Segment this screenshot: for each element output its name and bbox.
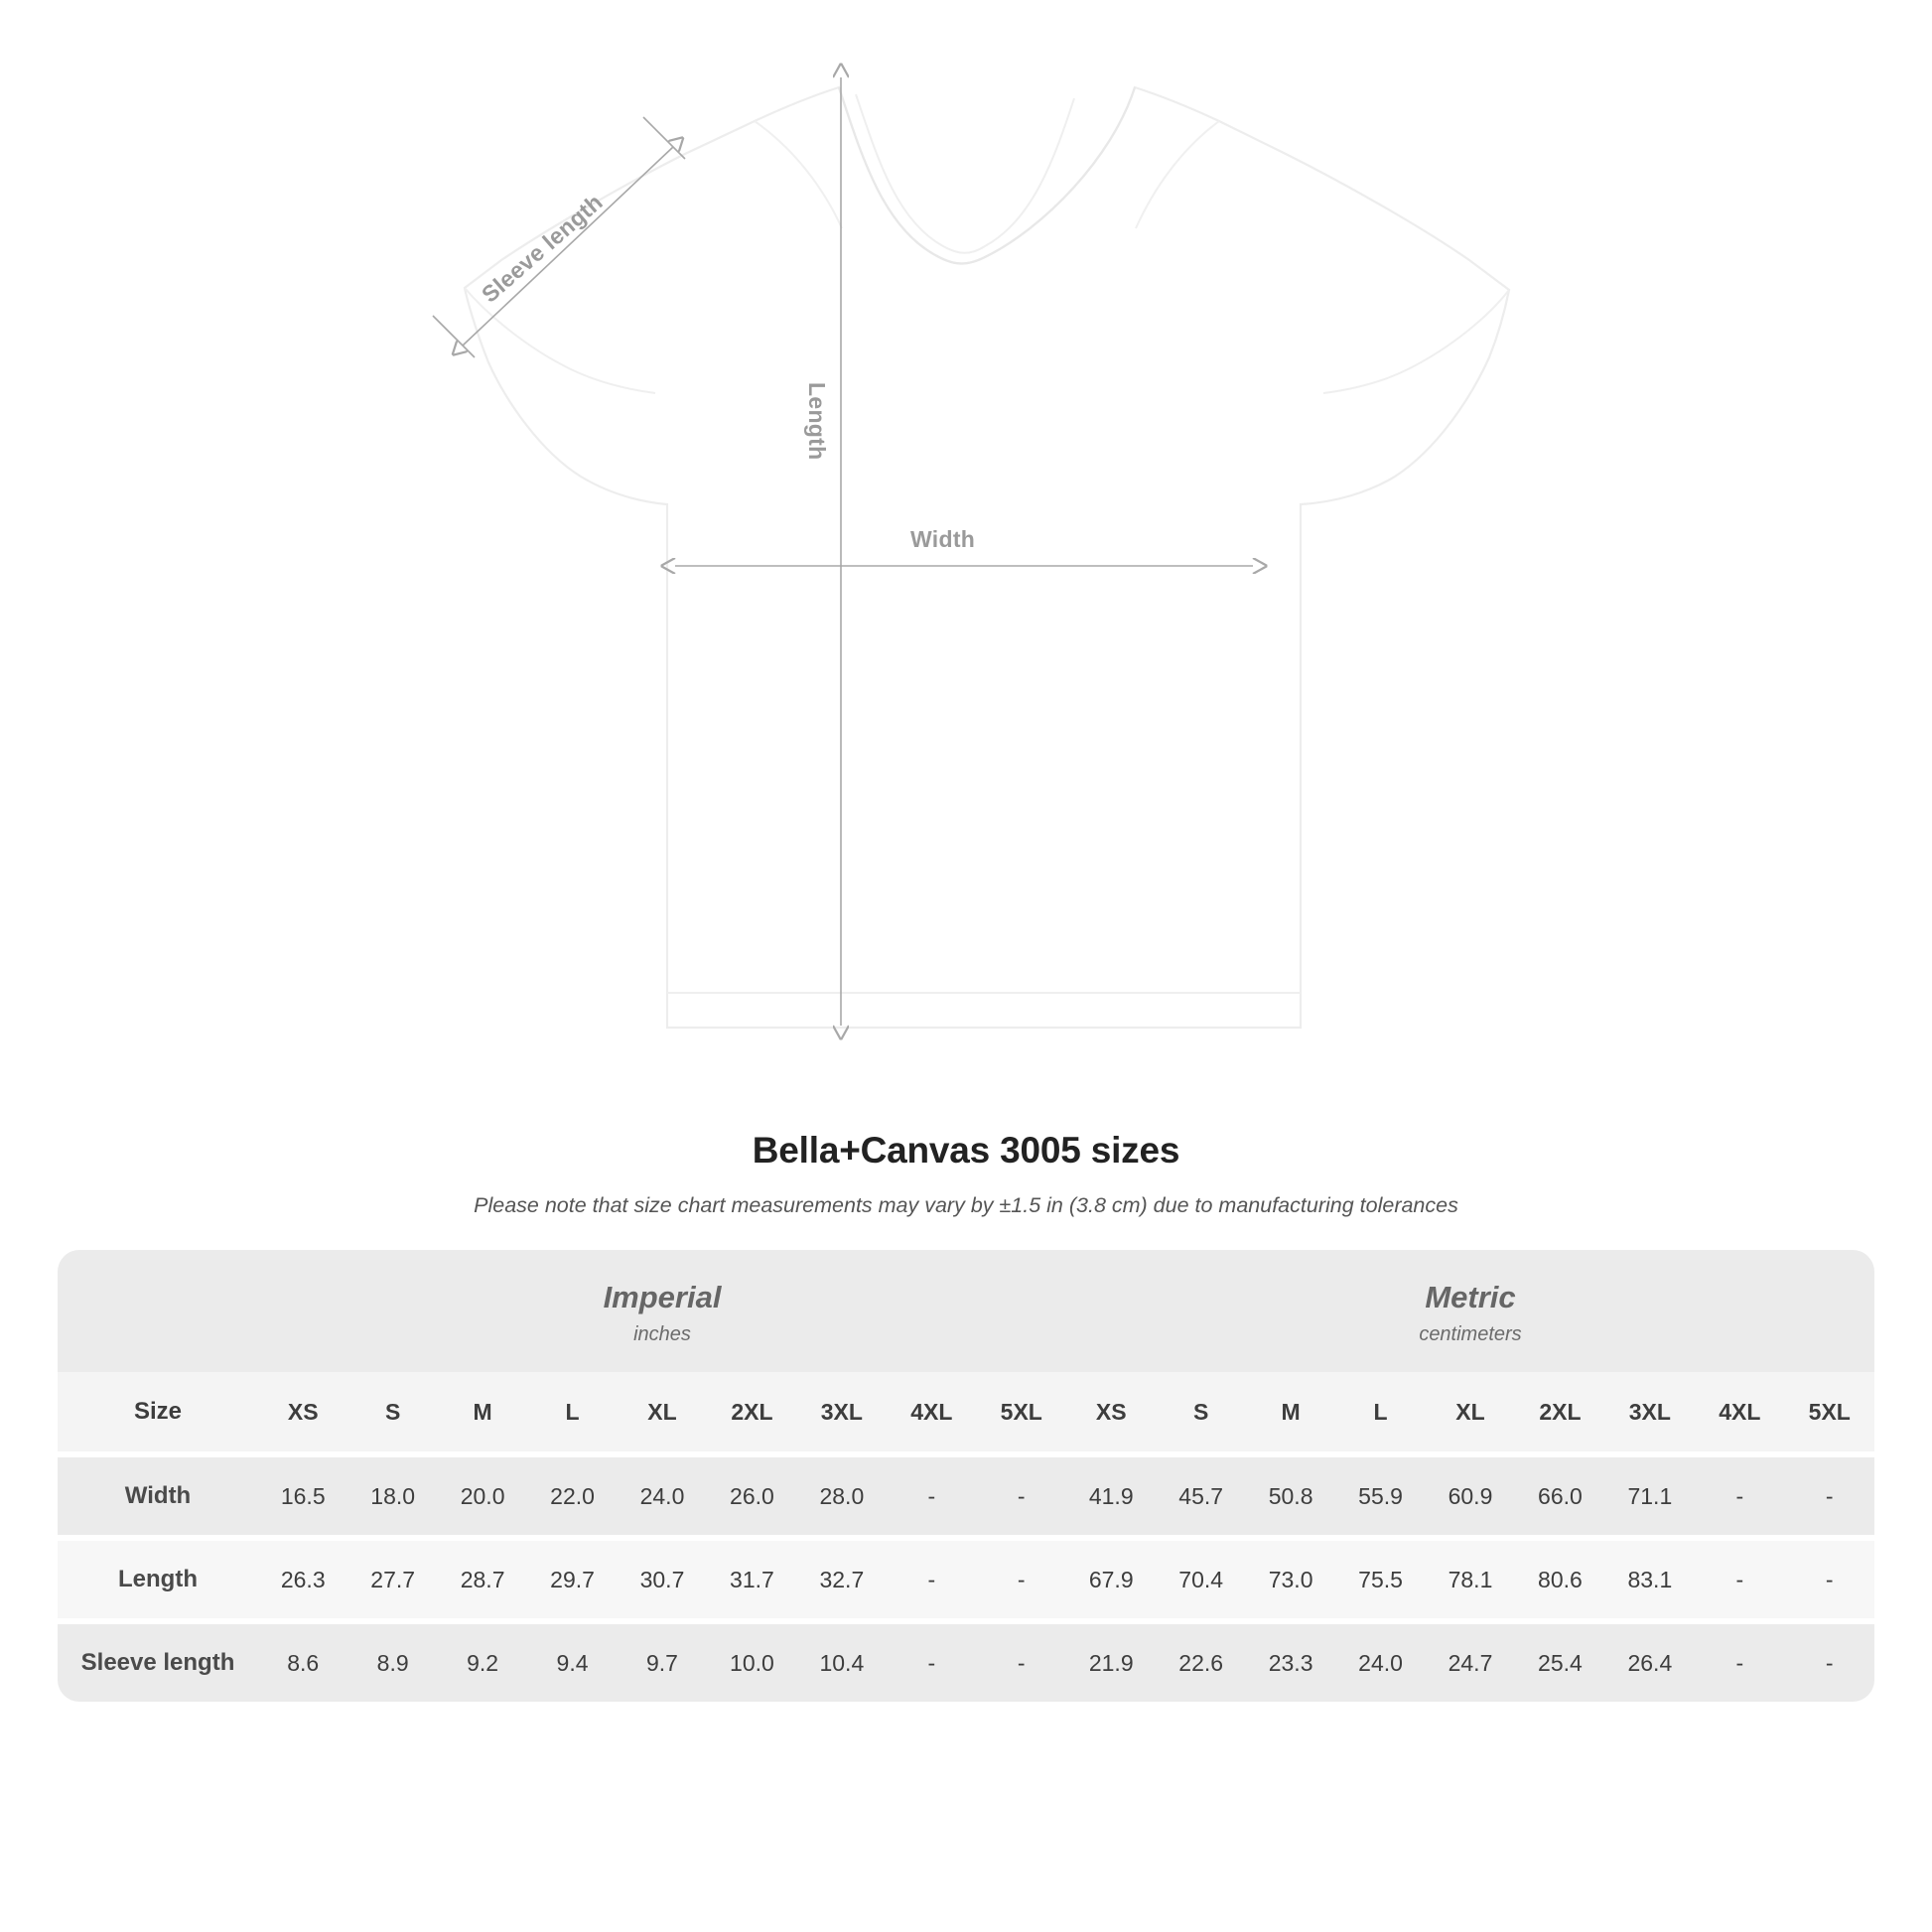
cell-width-metric-l: 55.9 <box>1335 1457 1425 1535</box>
cell-sleeve-imperial-4xl: - <box>887 1624 976 1702</box>
cell-length-imperial-l: 29.7 <box>527 1541 617 1618</box>
cell-width-imperial-l: 22.0 <box>527 1457 617 1535</box>
cell-width-metric-5xl: - <box>1785 1457 1874 1535</box>
cell-sleeve-metric-l: 24.0 <box>1335 1624 1425 1702</box>
col-header-metric-l: L <box>1335 1372 1425 1451</box>
cell-width-metric-xs: 41.9 <box>1066 1457 1156 1535</box>
unit-group-metric-sub: centimeters <box>1419 1323 1522 1345</box>
cell-width-imperial-4xl: - <box>887 1457 976 1535</box>
cell-sleeve-imperial-2xl: 10.0 <box>707 1624 796 1702</box>
cell-length-metric-l: 75.5 <box>1335 1541 1425 1618</box>
unit-group-imperial <box>258 1250 1066 1372</box>
cell-sleeve-imperial-xs: 8.6 <box>258 1624 347 1702</box>
cell-width-metric-3xl: 71.1 <box>1605 1457 1695 1535</box>
cell-length-imperial-xl: 30.7 <box>618 1541 707 1618</box>
col-header-metric-s: S <box>1156 1372 1245 1451</box>
col-header-metric-xs: XS <box>1066 1372 1156 1451</box>
cell-length-imperial-3xl: 32.7 <box>797 1541 887 1618</box>
col-header-metric-5xl: 5XL <box>1785 1372 1874 1451</box>
cell-sleeve-imperial-5xl: - <box>977 1624 1067 1702</box>
cell-length-imperial-xs: 26.3 <box>258 1541 347 1618</box>
cell-width-metric-4xl: - <box>1695 1457 1784 1535</box>
cell-sleeve-metric-xs: 21.9 <box>1066 1624 1156 1702</box>
sleeve-length-dimension-label: Sleeve length <box>477 189 608 308</box>
row-label-sleeve-length: Sleeve length <box>58 1624 258 1702</box>
cell-width-metric-2xl: 66.0 <box>1515 1457 1604 1535</box>
cell-width-metric-m: 50.8 <box>1246 1457 1335 1535</box>
cell-length-metric-5xl: - <box>1785 1541 1874 1618</box>
shirt-body-shape <box>465 87 1509 1028</box>
cell-length-imperial-2xl: 31.7 <box>707 1541 796 1618</box>
cell-width-imperial-xl: 24.0 <box>618 1457 707 1535</box>
table-row <box>58 1541 1874 1618</box>
cell-width-imperial-3xl: 28.0 <box>797 1457 887 1535</box>
size-table <box>58 1250 1874 1702</box>
cell-length-imperial-m: 28.7 <box>438 1541 527 1618</box>
col-header-metric-xl: XL <box>1426 1372 1515 1451</box>
cell-width-imperial-2xl: 26.0 <box>707 1457 796 1535</box>
col-header-metric-4xl: 4XL <box>1695 1372 1784 1451</box>
col-header-imperial-2xl: 2XL <box>707 1372 796 1451</box>
cell-width-imperial-5xl: - <box>977 1457 1067 1535</box>
unit-group-metric-name: Metric <box>1425 1280 1516 1314</box>
page-title: Bella+Canvas 3005 sizes <box>752 1130 1180 1171</box>
cell-sleeve-metric-3xl: 26.4 <box>1605 1624 1695 1702</box>
col-header-imperial-l: L <box>527 1372 617 1451</box>
cell-length-metric-s: 70.4 <box>1156 1541 1245 1618</box>
cell-sleeve-metric-2xl: 25.4 <box>1515 1624 1604 1702</box>
cell-length-metric-3xl: 83.1 <box>1605 1541 1695 1618</box>
unit-group-imperial-name: Imperial <box>603 1280 722 1314</box>
col-header-metric-m: M <box>1246 1372 1335 1451</box>
cell-sleeve-imperial-3xl: 10.4 <box>797 1624 887 1702</box>
size-header-label: Size <box>58 1372 258 1451</box>
col-header-imperial-xs: XS <box>258 1372 347 1451</box>
title-block <box>0 1130 1932 1218</box>
size-table-wrapper <box>58 1250 1874 1702</box>
unit-group-metric <box>1066 1250 1874 1372</box>
cell-sleeve-metric-xl: 24.7 <box>1426 1624 1515 1702</box>
col-header-metric-2xl: 2XL <box>1515 1372 1604 1451</box>
cell-sleeve-metric-5xl: - <box>1785 1624 1874 1702</box>
cell-length-metric-4xl: - <box>1695 1541 1784 1618</box>
cell-sleeve-imperial-s: 8.9 <box>347 1624 437 1702</box>
cell-length-metric-xs: 67.9 <box>1066 1541 1156 1618</box>
cell-sleeve-metric-4xl: - <box>1695 1624 1784 1702</box>
cell-sleeve-metric-m: 23.3 <box>1246 1624 1335 1702</box>
cell-width-metric-s: 45.7 <box>1156 1457 1245 1535</box>
col-header-imperial-4xl: 4XL <box>887 1372 976 1451</box>
col-header-imperial-xl: XL <box>618 1372 707 1451</box>
cell-width-imperial-xs: 16.5 <box>258 1457 347 1535</box>
unit-row-corner <box>58 1250 258 1372</box>
cell-length-metric-m: 73.0 <box>1246 1541 1335 1618</box>
size-header-row <box>58 1372 1874 1451</box>
cell-sleeve-imperial-l: 9.4 <box>527 1624 617 1702</box>
cell-width-imperial-m: 20.0 <box>438 1457 527 1535</box>
cell-length-metric-xl: 78.1 <box>1426 1541 1515 1618</box>
width-dimension-label: Width <box>910 526 976 552</box>
col-header-imperial-m: M <box>438 1372 527 1451</box>
row-label-width: Width <box>58 1457 258 1535</box>
cell-width-imperial-s: 18.0 <box>347 1457 437 1535</box>
table-row <box>58 1624 1874 1702</box>
col-header-imperial-s: S <box>347 1372 437 1451</box>
cell-length-imperial-4xl: - <box>887 1541 976 1618</box>
col-header-imperial-3xl: 3XL <box>797 1372 887 1451</box>
cell-width-metric-xl: 60.9 <box>1426 1457 1515 1535</box>
length-dimension-label: Length <box>804 382 830 461</box>
cell-sleeve-metric-s: 22.6 <box>1156 1624 1245 1702</box>
col-header-imperial-5xl: 5XL <box>977 1372 1067 1451</box>
cell-sleeve-imperial-xl: 9.7 <box>618 1624 707 1702</box>
cell-length-imperial-s: 27.7 <box>347 1541 437 1618</box>
unit-group-imperial-sub: inches <box>633 1323 691 1345</box>
table-row <box>58 1457 1874 1535</box>
cell-length-imperial-5xl: - <box>977 1541 1067 1618</box>
tolerance-note: Please note that size chart measurements may vary by ±1.5 in (3.8 cm) due to manufacturing tolerances <box>474 1193 1458 1217</box>
cell-sleeve-imperial-m: 9.2 <box>438 1624 527 1702</box>
unit-header-row <box>58 1250 1874 1372</box>
col-header-metric-3xl: 3XL <box>1605 1372 1695 1451</box>
cell-length-metric-2xl: 80.6 <box>1515 1541 1604 1618</box>
row-label-length: Length <box>58 1541 258 1618</box>
